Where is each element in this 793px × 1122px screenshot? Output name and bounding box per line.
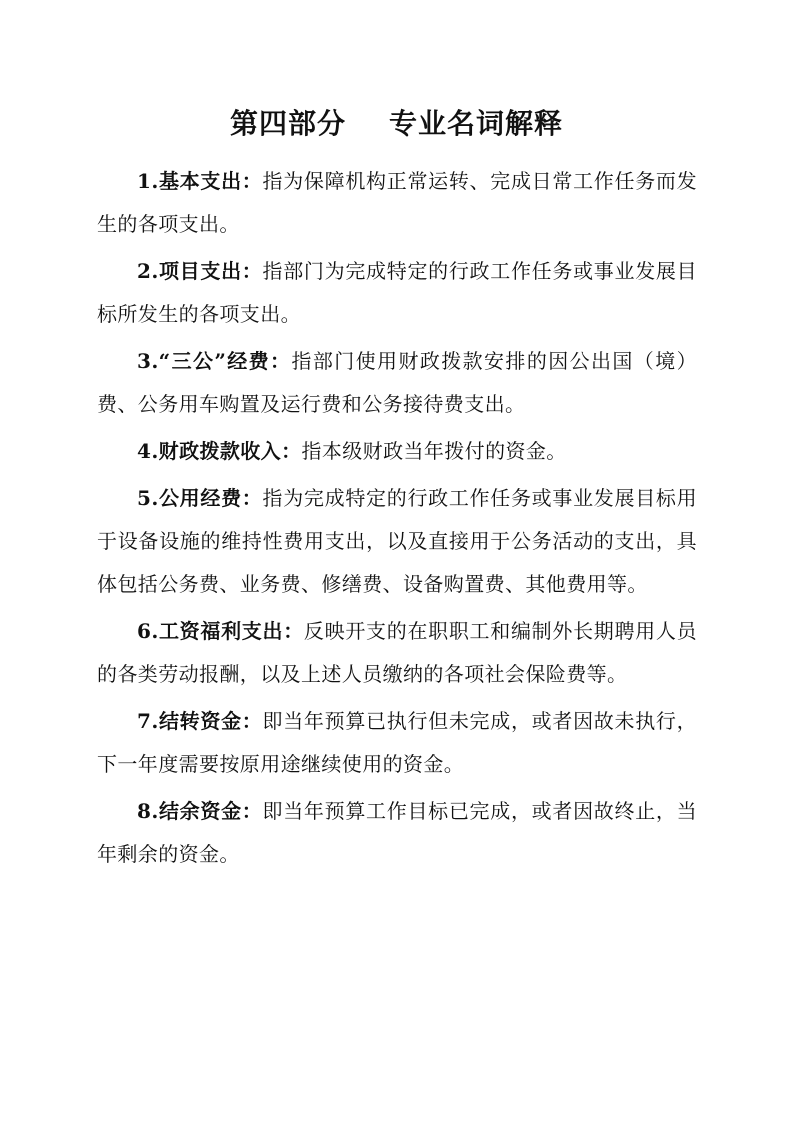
term-label: 1.基本支出： bbox=[137, 169, 263, 193]
definition-item-public-funds bbox=[97, 477, 697, 606]
term-label: 8.结余资金： bbox=[137, 799, 263, 823]
term-definition: 指部门使用财政拨款安排的因公出国（境）费、公务用车购置及运行费和公务接待费支出。 bbox=[97, 349, 697, 416]
definition-item-project-expenditure bbox=[97, 250, 697, 336]
term-label: 6.工资福利支出： bbox=[137, 619, 304, 643]
term-label: 4.财政拨款收入： bbox=[137, 439, 302, 463]
term-definition: 指部门为完成特定的行政工作任务或事业发展目标所发生的各项支出。 bbox=[97, 259, 697, 326]
term-label: 7.结转资金： bbox=[137, 709, 263, 733]
definition-item-basic-expenditure bbox=[97, 160, 697, 246]
term-definition: 即当年预算已执行但未完成，或者因故未执行，下一年度需要按原用途继续使用的资金。 bbox=[97, 709, 697, 776]
term-definition: 即当年预算工作目标已完成，或者因故终止，当年剩余的资金。 bbox=[97, 799, 697, 866]
page-title: 第四部分 专业名词解释 bbox=[230, 107, 563, 140]
definition-item-fiscal-appropriation-income bbox=[97, 430, 697, 473]
term-label: 3.“三公”经费： bbox=[137, 349, 292, 373]
definition-item-surplus-funds bbox=[97, 790, 697, 876]
term-definition: 反映开支的在职职工和编制外长期聘用人员的各类劳动报酬，以及上述人员缴纳的各项社会保险费等。 bbox=[97, 619, 697, 686]
term-definition: 指为完成特定的行政工作任务或事业发展目标用于设备设施的维持性费用支出，以及直接用于公务活动的支出，具体包括公务费、业务费、修缮费、设备购置费、其他费用等。 bbox=[97, 486, 697, 596]
term-definition: 指为保障机构正常运转、完成日常工作任务而发生的各项支出。 bbox=[97, 169, 697, 236]
term-definition: 指本级财政当年拨付的资金。 bbox=[301, 439, 567, 463]
definition-item-salary-welfare bbox=[97, 610, 697, 696]
definition-item-carryover-funds bbox=[97, 700, 697, 786]
definition-item-three-public-expenses bbox=[97, 340, 697, 426]
term-label: 2.项目支出： bbox=[137, 259, 263, 283]
term-label: 5.公用经费： bbox=[137, 486, 263, 510]
definitions-list bbox=[97, 160, 697, 876]
